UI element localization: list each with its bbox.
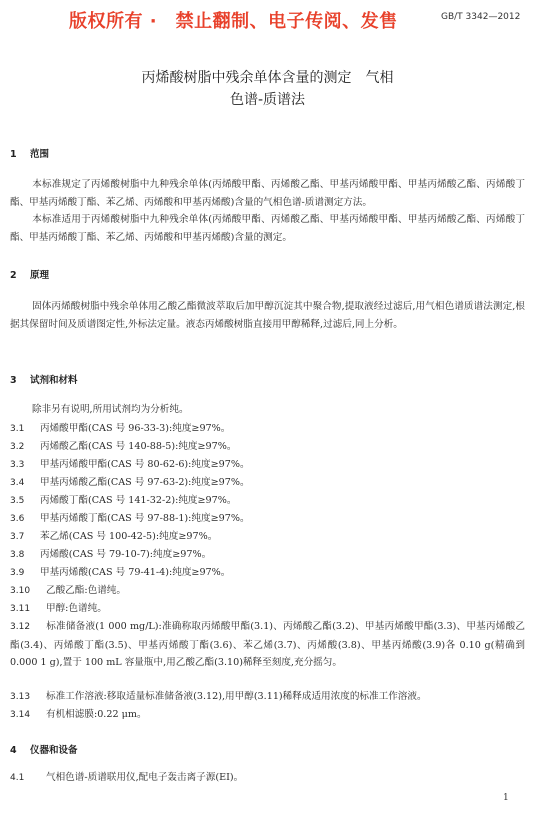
reagent-item-working-solution — [10, 688, 525, 707]
item-text: 甲基丙烯酸乙酯(CAS 号 97-63-2):纯度≥97%。 — [40, 477, 250, 488]
reagent-item — [10, 456, 525, 475]
reagent-item — [10, 492, 525, 511]
item-text: 甲基丙烯酸(CAS 号 79-41-4):纯度≥97%。 — [40, 567, 231, 578]
section-number: 3 — [10, 375, 17, 386]
reagent-item — [10, 528, 525, 547]
section-heading-equipment — [10, 742, 78, 756]
item-number: 3.9 — [10, 568, 25, 578]
principle-paragraph-text: 固体丙烯酸树脂中残余单体用乙酸乙酯微波萃取后加甲醇沉淀其中聚合物,提取液经过滤后,用气相色谱质谱法测定,根据其保留时间及质谱图定性,外标法定量。液态丙烯酸树脂直接用甲醇稀释,过滤后,同上分析。 — [10, 301, 525, 330]
item-number: 3.3 — [10, 460, 25, 470]
item-text: 苯乙烯(CAS 号 100-42-5):纯度≥97%。 — [40, 531, 218, 542]
equipment-item — [10, 769, 525, 788]
reagent-item — [10, 600, 525, 619]
item-number: 3.6 — [10, 514, 25, 524]
reagent-item — [10, 564, 525, 583]
item-number: 3.5 — [10, 496, 25, 506]
reagent-item-stock-solution — [10, 618, 525, 672]
copyright-watermark-banner: 版权所有 · 禁止翻制、电子传阅、发售 — [69, 11, 398, 32]
item-text: 标准工作溶液:移取适量标准储备液(3.12),用甲醇(3.11)稀释成适用浓度的标准工作溶液。 — [46, 691, 427, 702]
item-number: 3.2 — [10, 442, 25, 452]
principle-paragraph — [10, 298, 525, 333]
item-text: 甲基丙烯酸甲酯(CAS 号 80-62-6):纯度≥97%。 — [40, 459, 250, 470]
item-text: 甲醇:色谱纯。 — [46, 603, 107, 614]
item-text: 甲基丙烯酸丁酯(CAS 号 97-88-1):纯度≥97%。 — [40, 513, 250, 524]
reagent-item-filter-membrane — [10, 706, 525, 725]
section-number: 2 — [10, 270, 17, 281]
item-number: 3.10 — [10, 586, 31, 596]
standard-number: GB/T 3342—2012 — [441, 12, 521, 22]
item-number: 3.7 — [10, 532, 25, 542]
item-text: 丙烯酸甲酯(CAS 号 96-33-3):纯度≥97%。 — [40, 423, 231, 434]
reagent-item — [10, 546, 525, 565]
reagent-item — [10, 510, 525, 529]
item-text: 气相色谱-质谱联用仪,配电子轰击离子源(EI)。 — [46, 772, 244, 783]
section-title: 原理 — [30, 270, 50, 281]
item-number: 3.8 — [10, 550, 25, 560]
item-number: 3.13 — [10, 692, 31, 702]
reagent-item — [10, 420, 525, 439]
section-heading-reagents — [10, 372, 78, 386]
reagent-item — [10, 438, 525, 457]
item-text: 丙烯酸(CAS 号 79-10-7):纯度≥97%。 — [40, 549, 212, 560]
item-number: 3.11 — [10, 604, 31, 614]
reagents-intro-text: 除非另有说明,所用试剂均为分析纯。 — [32, 404, 189, 415]
item-text: 乙酸乙酯:色谱纯。 — [46, 585, 126, 596]
scope-paragraph-2 — [10, 211, 525, 246]
item-number: 3.1 — [10, 424, 25, 434]
section-heading-scope — [10, 146, 49, 160]
item-number: 3.12 — [10, 622, 31, 632]
scope-paragraph-2-text: 本标准适用于丙烯酸树脂中九种残余单体(丙烯酸甲酯、丙烯酸乙酯、甲基丙烯酸甲酯、甲基丙烯酸乙酯、丙烯酸丁酯、甲基丙烯酸丁酯、苯乙烯、丙烯酸和甲基丙烯酸)含量的测定。 — [10, 214, 525, 243]
section-title: 试剂和材料 — [30, 375, 78, 386]
reagent-item — [10, 474, 525, 493]
page-number: 1 — [503, 793, 509, 803]
reagents-intro — [10, 401, 525, 419]
section-number: 4 — [10, 745, 17, 756]
section-title: 范围 — [30, 149, 50, 160]
item-number: 3.4 — [10, 478, 25, 488]
item-number: 4.1 — [10, 773, 25, 783]
document-title-line-1: 丙烯酸树脂中残余单体含量的测定 气相 — [141, 70, 394, 86]
item-text: 标准储备液(1 000 mg/L):准确称取丙烯酸甲酯(3.1)、丙烯酸乙酯(3.2)、甲基丙烯酸甲酯(3.3)、甲基丙烯酸乙酯(3.4)、丙烯酸丁酯(3.5)、甲基丙烯酸丁酯(3.6)、苯乙烯(3.7)、丙烯酸(3.8)、甲基丙烯酸(3.9)各 0.10 g(精确到 0.000 1 g),置于 100 mL 容量瓶中,用乙酸乙酯(3.10)稀释至刻度,充分摇匀。 — [10, 621, 525, 668]
item-text: 丙烯酸丁酯(CAS 号 141-32-2):纯度≥97%。 — [40, 495, 237, 506]
section-heading-principle — [10, 267, 49, 281]
scope-paragraph-1-text: 本标准规定了丙烯酸树脂中九种残余单体(丙烯酸甲酯、丙烯酸乙酯、甲基丙烯酸甲酯、甲基丙烯酸乙酯、丙烯酸丁酯、甲基丙烯酸丁酯、苯乙烯、丙烯酸和甲基丙烯酸)含量的气相色谱-质谱测定方法。 — [10, 179, 525, 208]
item-text: 丙烯酸乙酯(CAS 号 140-88-5):纯度≥97%。 — [40, 441, 237, 452]
section-number: 1 — [10, 149, 17, 160]
document-title-line-2: 色谱-质谱法 — [229, 92, 306, 108]
reagent-item — [10, 582, 525, 601]
section-title: 仪器和设备 — [30, 745, 78, 756]
item-number: 3.14 — [10, 710, 31, 720]
scope-paragraph-1 — [10, 176, 525, 211]
item-text: 有机相滤膜:0.22 μm。 — [46, 709, 147, 720]
